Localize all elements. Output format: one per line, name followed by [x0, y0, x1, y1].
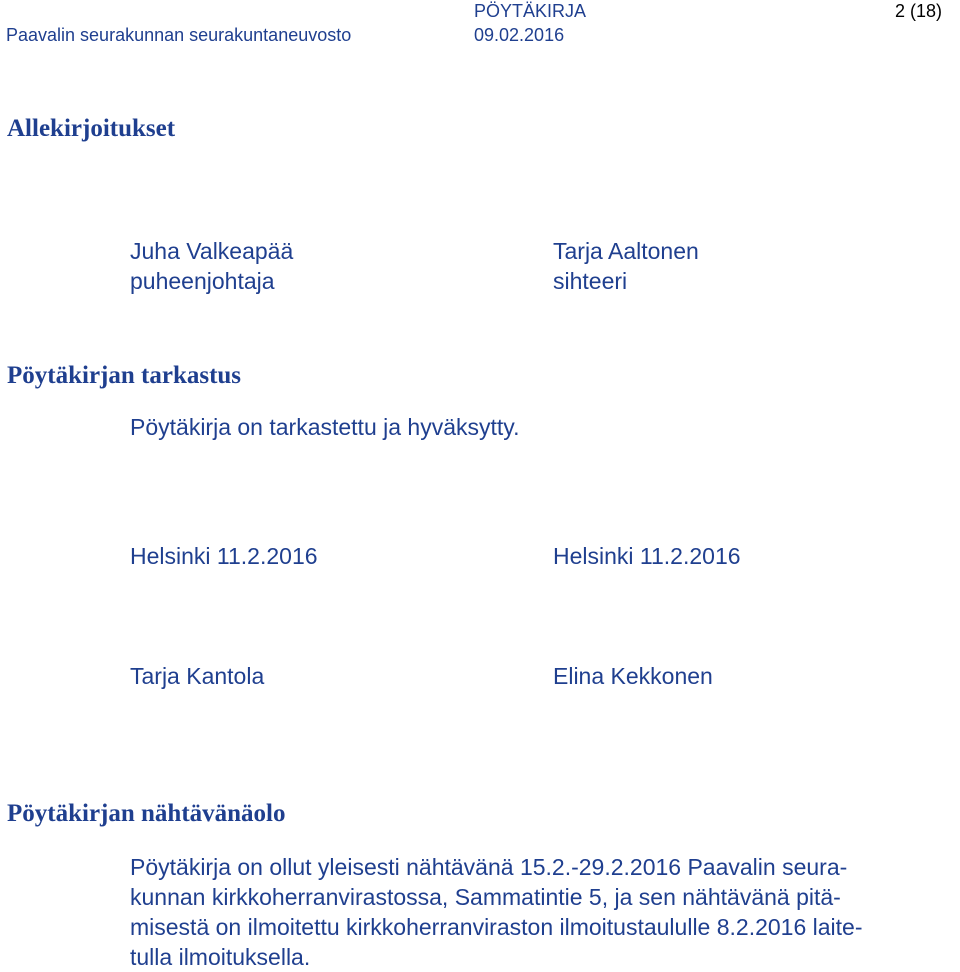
paragraph-line: kunnan kirkkoherranvirastossa, Sammatintie 5, ja sen nähtävänä pitä-: [130, 884, 841, 910]
secretary-name: Tarja Aaltonen: [553, 238, 699, 264]
review-statement: Pöytäkirja on tarkastettu ja hyväksytty.: [130, 414, 520, 440]
chairperson-role: puheenjohtaja: [130, 268, 275, 294]
paragraph-line: Pöytäkirja on ollut yleisesti nähtävänä 15.2.-29.2.2016 Paavalin seura-: [130, 854, 848, 880]
reviewer-1-place-date: Helsinki 11.2.2016: [130, 543, 318, 569]
signatures-heading: Allekirjoitukset: [7, 115, 176, 142]
paragraph-line: tulla ilmoituksella.: [130, 944, 311, 970]
reviewer-1-name: Tarja Kantola: [130, 663, 265, 689]
display-paragraph: [130, 852, 952, 972]
display-heading: Pöytäkirjan nähtävänäolo: [7, 800, 286, 827]
reviewer-2-place-date: Helsinki 11.2.2016: [553, 543, 741, 569]
paragraph-line: misestä on ilmoitettu kirkkoherranviraston ilmoitustaululle 8.2.2016 laite-: [130, 914, 863, 940]
document-type: PÖYTÄKIRJA: [474, 1, 587, 21]
chairperson-name: Juha Valkeapää: [130, 238, 294, 264]
reviewer-2-name: Elina Kekkonen: [553, 663, 713, 689]
organization-name: Paavalin seurakunnan seurakuntaneuvosto: [6, 25, 352, 45]
meeting-date: 09.02.2016: [474, 25, 565, 45]
page-number: 2 (18): [894, 1, 942, 21]
review-heading: Pöytäkirjan tarkastus: [7, 362, 242, 389]
secretary-role: sihteeri: [553, 268, 628, 294]
